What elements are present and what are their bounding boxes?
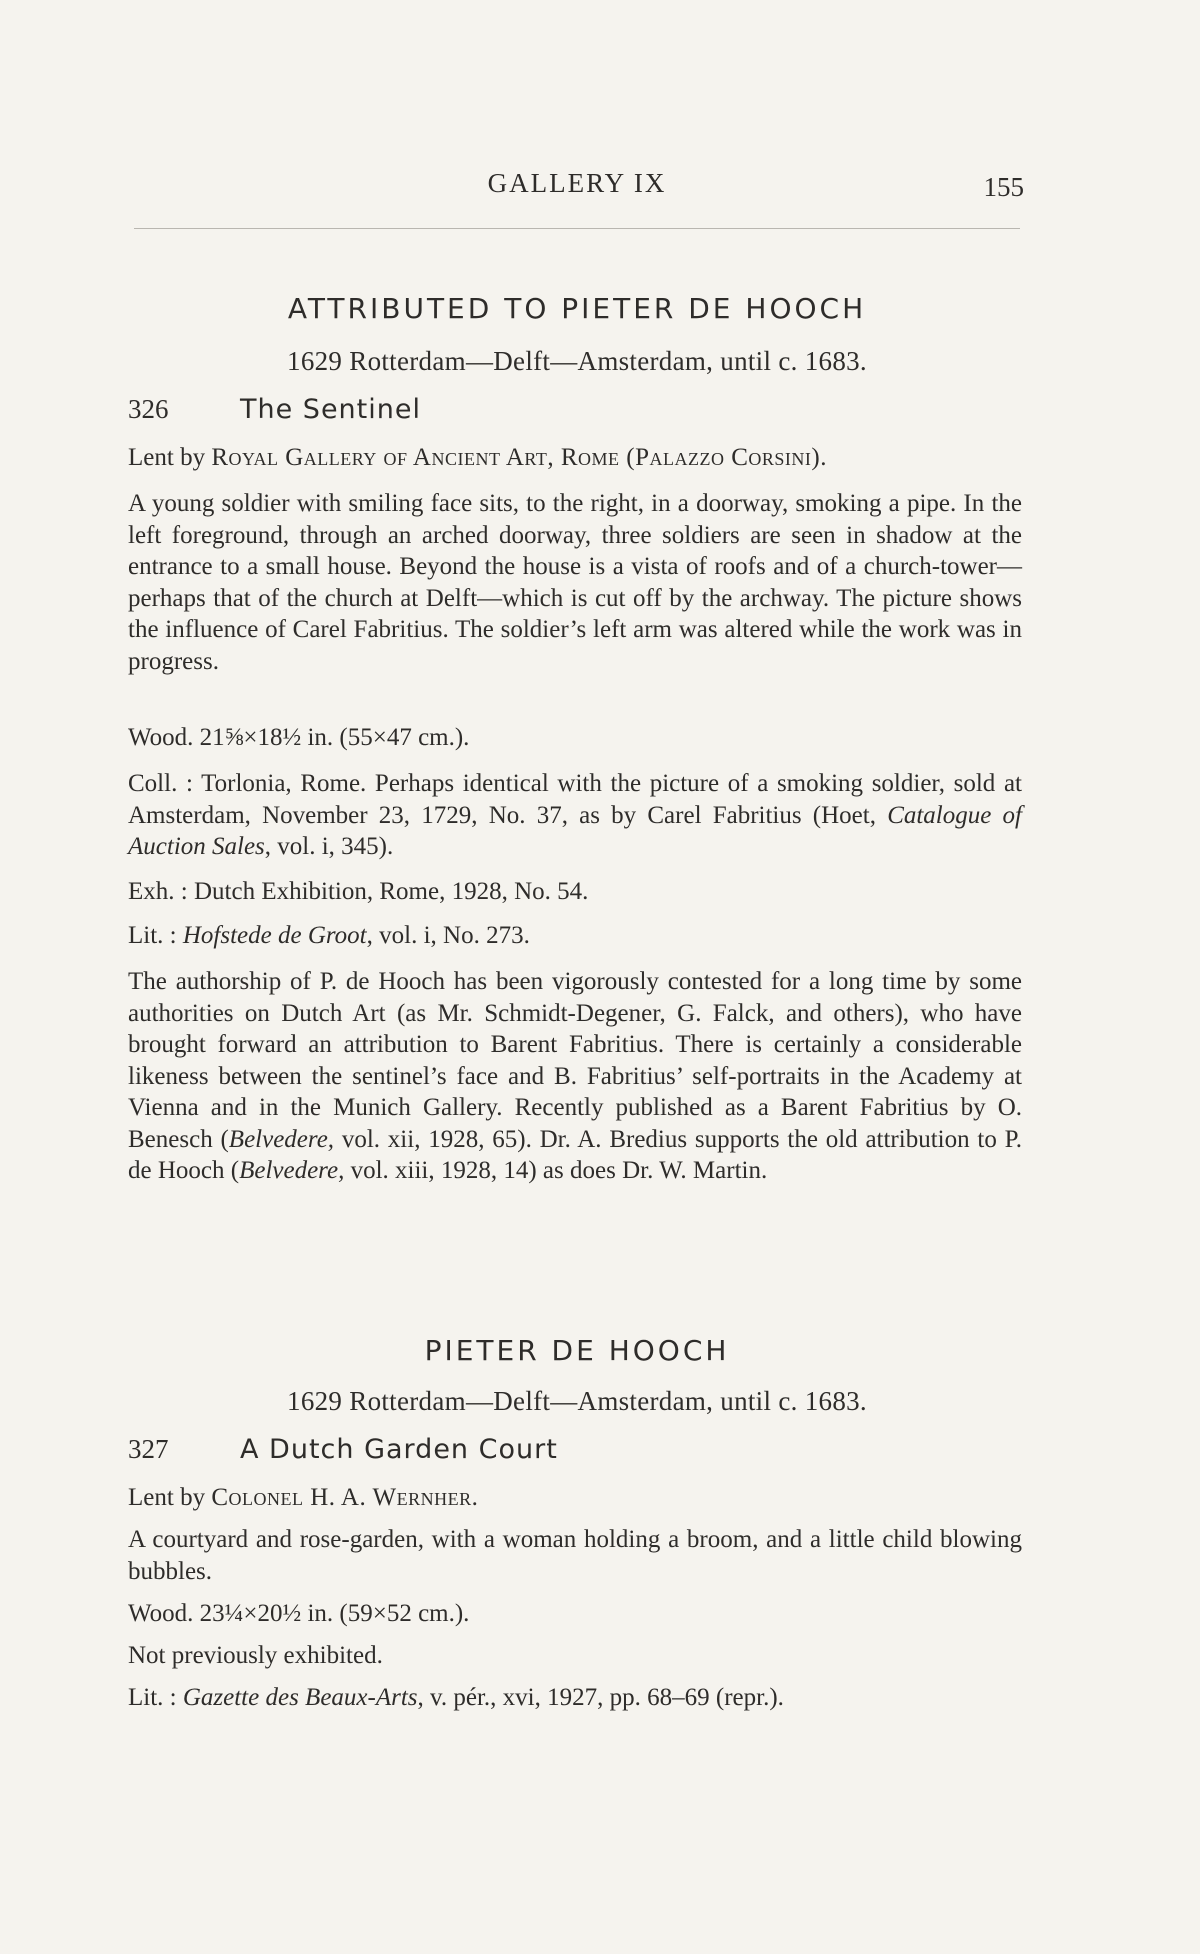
support-dimensions: Wood. 21⅝×18½ in. (55×47 cm.).	[128, 724, 470, 751]
support-dimensions: Wood. 23¼×20½ in. (59×52 cm.).	[128, 1600, 470, 1627]
literature-citation: Hofstede de Groot	[182, 922, 367, 949]
literature-text-end: , v. pér., xvi, 1927, pp. 68–69 (repr.).	[417, 1684, 784, 1711]
literature-prefix: Lit. :	[128, 1684, 183, 1711]
collection-text: Coll. : Torlonia, Rome. Perhaps identical with the picture of a smoking soldier, sold at Amsterdam, November 23, 1729, No. 37, as by Carel Fabritius (Hoet,	[128, 770, 1022, 829]
artist-heading: ATTRIBUTED TO PIETER DE HOOCH	[287, 292, 867, 325]
running-header	[130, 168, 1024, 208]
description: A young soldier with smiling face sits, to the right, in a doorway, smoking a pipe. In the left foreground, through an arched doorway, three soldiers are seen in shadow at the entrance to a small house. Beyond the house is a vista of roofs and of a church-tower—perhaps that of the church at Delft—which is cut off by the archway. The picture shows the influence of Carel Fabritius. The soldier’s left arm was altered while the work was in progress.	[128, 490, 1022, 675]
literature-note	[128, 920, 1022, 952]
running-title: GALLERY IX	[487, 168, 667, 198]
collection-text-end: , vol. i, 345).	[264, 833, 394, 860]
lent-prefix: Lent by	[128, 1484, 212, 1511]
artist-dates: 1629 Rotterdam—Delft—Amsterdam, until c. 1683.	[287, 346, 867, 376]
lender-name: Royal Gallery of Ancient Art, Rome (Palazzo Corsini).	[211, 444, 827, 471]
work-title: The Sentinel	[240, 394, 421, 425]
exhibition-note: Not previously exhibited.	[128, 1642, 383, 1669]
work-title: A Dutch Garden Court	[240, 1434, 558, 1465]
description: A courtyard and rose-garden, with a woman holding a broom, and a little child blowing bubbles.	[128, 1526, 1022, 1585]
attribution-text: The authorship of P. de Hooch has been vigorously contested for a long time by some authorities on Dutch Art (as Mr. Schmidt-Degener, G. Falck, and others), who have brought forward an attribution to Barent Fabritius. There is certainly a considerable likeness between the sentinel’s face and B. Fabritius’ self-portraits in the Academy at Vienna and in the Munich Gallery. Recently published as a Barent Fabritius by O. Benesch (	[128, 968, 1022, 1153]
page-number: 155	[983, 172, 1024, 202]
lender-line	[128, 1482, 1022, 1514]
collection-citation: Catalogue of Auction Sales	[128, 801, 1022, 860]
attribution-note	[128, 966, 1022, 1187]
attribution-text-2: vol. xii, 1928, 65). Dr. A. Bredius supports the old attribution to P. de Hooch (	[128, 1125, 1022, 1184]
catalogue-number: 327	[128, 1434, 169, 1464]
attribution-citation-2: Belvedere,	[239, 1157, 345, 1184]
lender-name: Colonel H. A. Wernher.	[211, 1484, 479, 1511]
literature-text-end: , vol. i, No. 273.	[366, 922, 530, 949]
literature-prefix: Lit. :	[128, 922, 183, 949]
lender-line	[128, 442, 1022, 474]
lent-prefix: Lent by	[128, 444, 212, 471]
artist-dates: 1629 Rotterdam—Delft—Amsterdam, until c. 1683.	[287, 1386, 867, 1416]
attribution-text-end: vol. xiii, 1928, 14) as does Dr. W. Martin.	[344, 1157, 768, 1184]
literature-note	[128, 1682, 1022, 1714]
literature-citation: Gazette des Beaux-Arts	[182, 1684, 418, 1711]
collection-note	[128, 768, 1022, 863]
artist-heading: PIETER DE HOOCH	[424, 1334, 730, 1367]
header-rule	[134, 228, 1020, 229]
exhibition-note: Exh. : Dutch Exhibition, Rome, 1928, No. 54.	[128, 878, 589, 905]
catalogue-number: 326	[128, 394, 169, 424]
attribution-citation: Belvedere,	[228, 1125, 335, 1153]
